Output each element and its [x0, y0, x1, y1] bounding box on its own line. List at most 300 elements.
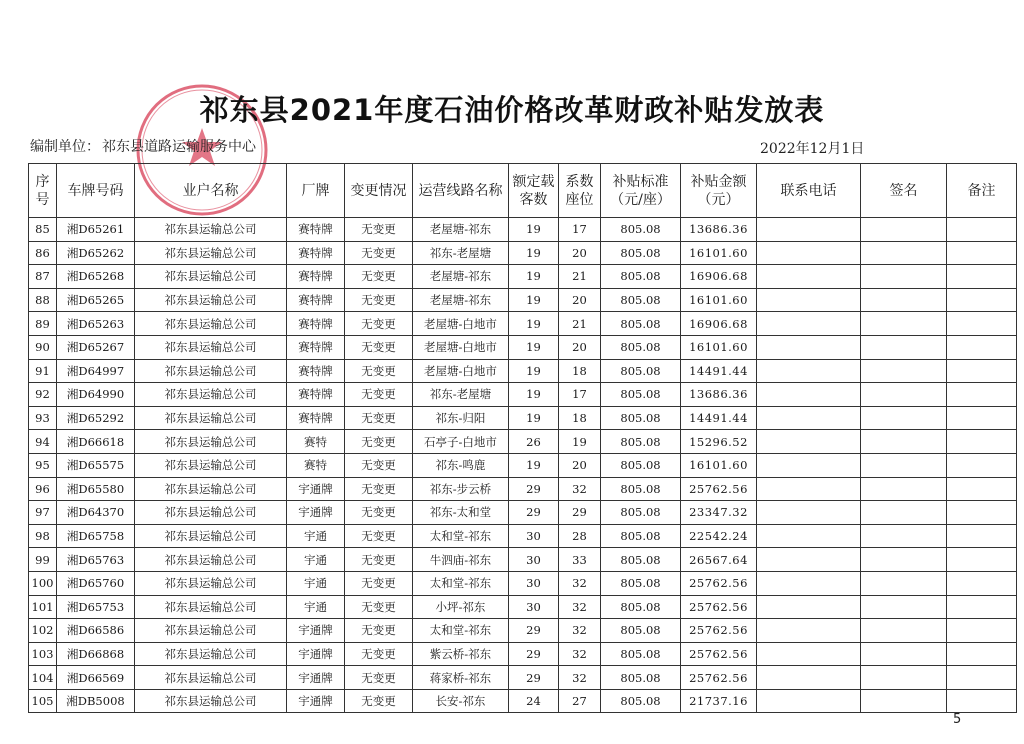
- cell-amount: 14491.44: [681, 406, 757, 430]
- cell-seats: 32: [559, 666, 601, 690]
- cell-signature: [861, 477, 947, 501]
- cell-no: 97: [29, 501, 57, 525]
- cell-no: 96: [29, 477, 57, 501]
- cell-seats: 32: [559, 477, 601, 501]
- cell-capacity: 24: [509, 689, 559, 713]
- cell-plate: 湘D65575: [57, 453, 135, 477]
- cell-standard: 805.08: [601, 288, 681, 312]
- table-row: [29, 619, 1017, 643]
- compiler-label: 编制单位：: [30, 139, 100, 155]
- cell-phone: [757, 548, 861, 572]
- document-title: 祁东县2021年度石油价格改革财政补贴发放表: [199, 93, 825, 127]
- cell-no: 105: [29, 689, 57, 713]
- cell-change: 无变更: [345, 335, 413, 359]
- cell-brand: 宇通: [287, 524, 345, 548]
- cell-seats: 18: [559, 406, 601, 430]
- cell-remark: [947, 524, 1017, 548]
- cell-change: 无变更: [345, 666, 413, 690]
- cell-change: 无变更: [345, 241, 413, 265]
- cell-seats: 32: [559, 595, 601, 619]
- cell-phone: [757, 288, 861, 312]
- table-row: [29, 477, 1017, 501]
- cell-route: 老屋塘-祁东: [413, 288, 509, 312]
- cell-capacity: 19: [509, 359, 559, 383]
- cell-plate: 湘D66586: [57, 619, 135, 643]
- cell-route: 太和堂-祁东: [413, 524, 509, 548]
- cell-no: 86: [29, 241, 57, 265]
- cell-change: 无变更: [345, 619, 413, 643]
- cell-route: 牛泗庙-祁东: [413, 548, 509, 572]
- cell-signature: [861, 501, 947, 525]
- cell-phone: [757, 383, 861, 407]
- cell-plate: 湘D66618: [57, 430, 135, 454]
- cell-signature: [861, 453, 947, 477]
- cell-no: 100: [29, 571, 57, 595]
- cell-amount: 13686.36: [681, 383, 757, 407]
- cell-change: 无变更: [345, 501, 413, 525]
- cell-change: 无变更: [345, 689, 413, 713]
- cell-brand: 宇通牌: [287, 666, 345, 690]
- cell-capacity: 29: [509, 501, 559, 525]
- cell-brand: 宇通牌: [287, 501, 345, 525]
- cell-phone: [757, 689, 861, 713]
- cell-signature: [861, 619, 947, 643]
- cell-standard: 805.08: [601, 477, 681, 501]
- cell-seats: 20: [559, 335, 601, 359]
- cell-route: 老屋塘-祁东: [413, 265, 509, 289]
- cell-amount: 23347.32: [681, 501, 757, 525]
- cell-owner: 祁东县运输总公司: [135, 265, 287, 289]
- cell-change: 无变更: [345, 383, 413, 407]
- cell-plate: 湘D64370: [57, 501, 135, 525]
- cell-route: 祁东-太和堂: [413, 501, 509, 525]
- cell-phone: [757, 595, 861, 619]
- cell-owner: 祁东县运输总公司: [135, 406, 287, 430]
- cell-owner: 祁东县运输总公司: [135, 548, 287, 572]
- cell-phone: [757, 666, 861, 690]
- table-row: [29, 406, 1017, 430]
- table-row: [29, 595, 1017, 619]
- cell-no: 103: [29, 642, 57, 666]
- cell-capacity: 19: [509, 218, 559, 242]
- cell-remark: [947, 689, 1017, 713]
- cell-no: 98: [29, 524, 57, 548]
- cell-owner: 祁东县运输总公司: [135, 571, 287, 595]
- cell-standard: 805.08: [601, 548, 681, 572]
- cell-plate: 湘D65292: [57, 406, 135, 430]
- cell-change: 无变更: [345, 218, 413, 242]
- cell-remark: [947, 501, 1017, 525]
- cell-remark: [947, 335, 1017, 359]
- cell-phone: [757, 619, 861, 643]
- cell-remark: [947, 619, 1017, 643]
- cell-signature: [861, 265, 947, 289]
- cell-signature: [861, 288, 947, 312]
- cell-change: 无变更: [345, 430, 413, 454]
- cell-brand: 赛特: [287, 430, 345, 454]
- cell-owner: 祁东县运输总公司: [135, 666, 287, 690]
- cell-phone: [757, 571, 861, 595]
- cell-standard: 805.08: [601, 619, 681, 643]
- cell-change: 无变更: [345, 453, 413, 477]
- cell-remark: [947, 312, 1017, 336]
- cell-owner: 祁东县运输总公司: [135, 477, 287, 501]
- cell-remark: [947, 453, 1017, 477]
- cell-owner: 祁东县运输总公司: [135, 642, 287, 666]
- table-row: [29, 689, 1017, 713]
- cell-owner: 祁东县运输总公司: [135, 595, 287, 619]
- cell-standard: 805.08: [601, 524, 681, 548]
- header-phone: 联系电话: [757, 164, 861, 218]
- cell-plate: 湘D66569: [57, 666, 135, 690]
- cell-brand: 赛特牌: [287, 335, 345, 359]
- table-row: [29, 265, 1017, 289]
- cell-owner: 祁东县运输总公司: [135, 218, 287, 242]
- cell-capacity: 19: [509, 265, 559, 289]
- cell-brand: 赛特牌: [287, 406, 345, 430]
- table-row: [29, 359, 1017, 383]
- table-row: [29, 312, 1017, 336]
- cell-amount: 16101.60: [681, 335, 757, 359]
- cell-owner: 祁东县运输总公司: [135, 383, 287, 407]
- cell-remark: [947, 218, 1017, 242]
- cell-amount: 14491.44: [681, 359, 757, 383]
- cell-remark: [947, 406, 1017, 430]
- cell-amount: 25762.56: [681, 595, 757, 619]
- cell-no: 88: [29, 288, 57, 312]
- table-row: [29, 241, 1017, 265]
- cell-capacity: 30: [509, 571, 559, 595]
- cell-change: 无变更: [345, 312, 413, 336]
- cell-remark: [947, 642, 1017, 666]
- table-row: [29, 335, 1017, 359]
- cell-seats: 21: [559, 265, 601, 289]
- cell-standard: 805.08: [601, 642, 681, 666]
- cell-standard: 805.08: [601, 383, 681, 407]
- cell-phone: [757, 218, 861, 242]
- cell-plate: 湘D65263: [57, 312, 135, 336]
- cell-capacity: 29: [509, 477, 559, 501]
- cell-standard: 805.08: [601, 406, 681, 430]
- cell-route: 小坪-祁东: [413, 595, 509, 619]
- page-number: 5: [953, 712, 962, 727]
- cell-amount: 16101.60: [681, 453, 757, 477]
- cell-phone: [757, 335, 861, 359]
- cell-amount: 16101.60: [681, 288, 757, 312]
- cell-brand: 宇通牌: [287, 642, 345, 666]
- cell-phone: [757, 241, 861, 265]
- cell-change: 无变更: [345, 524, 413, 548]
- cell-brand: 宇通牌: [287, 619, 345, 643]
- cell-standard: 805.08: [601, 595, 681, 619]
- cell-capacity: 29: [509, 666, 559, 690]
- cell-no: 95: [29, 453, 57, 477]
- cell-no: 104: [29, 666, 57, 690]
- table-row: [29, 571, 1017, 595]
- cell-change: 无变更: [345, 288, 413, 312]
- cell-seats: 32: [559, 619, 601, 643]
- cell-remark: [947, 359, 1017, 383]
- table-row: [29, 453, 1017, 477]
- cell-brand: 宇通: [287, 548, 345, 572]
- cell-standard: 805.08: [601, 571, 681, 595]
- cell-phone: [757, 312, 861, 336]
- cell-route: 太和堂-祁东: [413, 619, 509, 643]
- table-row: [29, 501, 1017, 525]
- cell-brand: 宇通: [287, 595, 345, 619]
- cell-change: 无变更: [345, 477, 413, 501]
- table-row: [29, 288, 1017, 312]
- cell-capacity: 29: [509, 619, 559, 643]
- subsidy-table: [28, 163, 1017, 713]
- cell-owner: 祁东县运输总公司: [135, 524, 287, 548]
- cell-route: 祁东-老屋塘: [413, 383, 509, 407]
- cell-amount: 13686.36: [681, 218, 757, 242]
- cell-no: 90: [29, 335, 57, 359]
- cell-brand: 赛特牌: [287, 288, 345, 312]
- header-brand: 厂牌: [287, 164, 345, 218]
- cell-signature: [861, 406, 947, 430]
- cell-capacity: 19: [509, 453, 559, 477]
- cell-capacity: 19: [509, 383, 559, 407]
- cell-brand: 宇通牌: [287, 689, 345, 713]
- cell-plate: 湘D66868: [57, 642, 135, 666]
- cell-amount: 25762.56: [681, 619, 757, 643]
- compiler-unit: [30, 136, 256, 156]
- cell-signature: [861, 241, 947, 265]
- cell-phone: [757, 524, 861, 548]
- cell-owner: 祁东县运输总公司: [135, 619, 287, 643]
- cell-standard: 805.08: [601, 312, 681, 336]
- cell-capacity: 19: [509, 335, 559, 359]
- cell-seats: 18: [559, 359, 601, 383]
- cell-route: 长安-祁东: [413, 689, 509, 713]
- cell-signature: [861, 312, 947, 336]
- cell-standard: 805.08: [601, 501, 681, 525]
- cell-no: 91: [29, 359, 57, 383]
- cell-phone: [757, 265, 861, 289]
- document-date: 2022年12月1日: [760, 141, 865, 157]
- cell-brand: 宇通牌: [287, 477, 345, 501]
- cell-signature: [861, 430, 947, 454]
- cell-route: 老屋塘-白地市: [413, 335, 509, 359]
- cell-standard: 805.08: [601, 430, 681, 454]
- table-row: [29, 642, 1017, 666]
- cell-seats: 17: [559, 383, 601, 407]
- cell-phone: [757, 453, 861, 477]
- cell-no: 101: [29, 595, 57, 619]
- cell-standard: 805.08: [601, 335, 681, 359]
- cell-no: 85: [29, 218, 57, 242]
- header-capacity: 额定载客数: [509, 164, 559, 218]
- cell-plate: 湘D65268: [57, 265, 135, 289]
- cell-owner: 祁东县运输总公司: [135, 430, 287, 454]
- cell-brand: 赛特牌: [287, 383, 345, 407]
- cell-phone: [757, 406, 861, 430]
- table-row: [29, 548, 1017, 572]
- cell-plate: 湘D65265: [57, 288, 135, 312]
- cell-route: 太和堂-祁东: [413, 571, 509, 595]
- cell-phone: [757, 501, 861, 525]
- cell-amount: 22542.24: [681, 524, 757, 548]
- cell-remark: [947, 288, 1017, 312]
- cell-signature: [861, 666, 947, 690]
- cell-route: 老屋塘-白地市: [413, 359, 509, 383]
- table-row: [29, 666, 1017, 690]
- cell-route: 祁东-步云桥: [413, 477, 509, 501]
- cell-signature: [861, 524, 947, 548]
- cell-remark: [947, 666, 1017, 690]
- cell-change: 无变更: [345, 359, 413, 383]
- cell-seats: 32: [559, 571, 601, 595]
- cell-owner: 祁东县运输总公司: [135, 288, 287, 312]
- cell-owner: 祁东县运输总公司: [135, 689, 287, 713]
- cell-plate: 湘D65580: [57, 477, 135, 501]
- cell-remark: [947, 383, 1017, 407]
- cell-amount: 16906.68: [681, 265, 757, 289]
- cell-amount: 25762.56: [681, 477, 757, 501]
- cell-change: 无变更: [345, 548, 413, 572]
- cell-brand: 赛特牌: [287, 359, 345, 383]
- cell-signature: [861, 383, 947, 407]
- cell-standard: 805.08: [601, 666, 681, 690]
- header-standard: 补贴标准（元/座）: [601, 164, 681, 218]
- cell-seats: 21: [559, 312, 601, 336]
- table-header-row: [29, 164, 1017, 218]
- cell-standard: 805.08: [601, 265, 681, 289]
- cell-capacity: 30: [509, 595, 559, 619]
- cell-seats: 27: [559, 689, 601, 713]
- cell-owner: 祁东县运输总公司: [135, 359, 287, 383]
- cell-seats: 28: [559, 524, 601, 548]
- cell-signature: [861, 548, 947, 572]
- cell-owner: 祁东县运输总公司: [135, 241, 287, 265]
- cell-brand: 赛特: [287, 453, 345, 477]
- cell-seats: 32: [559, 642, 601, 666]
- cell-route: 老屋塘-白地市: [413, 312, 509, 336]
- table-row: [29, 383, 1017, 407]
- cell-owner: 祁东县运输总公司: [135, 453, 287, 477]
- table-row: [29, 218, 1017, 242]
- cell-signature: [861, 571, 947, 595]
- cell-phone: [757, 430, 861, 454]
- cell-signature: [861, 689, 947, 713]
- cell-plate: 湘D65758: [57, 524, 135, 548]
- cell-brand: 赛特牌: [287, 218, 345, 242]
- cell-capacity: 19: [509, 241, 559, 265]
- cell-signature: [861, 359, 947, 383]
- cell-signature: [861, 642, 947, 666]
- cell-standard: 805.08: [601, 218, 681, 242]
- cell-plate: 湘D65262: [57, 241, 135, 265]
- cell-brand: 赛特牌: [287, 241, 345, 265]
- cell-signature: [861, 335, 947, 359]
- cell-remark: [947, 595, 1017, 619]
- cell-signature: [861, 595, 947, 619]
- cell-phone: [757, 477, 861, 501]
- header-no: 序号: [29, 164, 57, 218]
- cell-seats: 19: [559, 430, 601, 454]
- cell-capacity: 19: [509, 288, 559, 312]
- cell-no: 94: [29, 430, 57, 454]
- cell-capacity: 30: [509, 548, 559, 572]
- cell-owner: 祁东县运输总公司: [135, 312, 287, 336]
- cell-capacity: 19: [509, 312, 559, 336]
- cell-amount: 25762.56: [681, 666, 757, 690]
- cell-amount: 16906.68: [681, 312, 757, 336]
- cell-change: 无变更: [345, 265, 413, 289]
- cell-brand: 宇通: [287, 571, 345, 595]
- cell-seats: 17: [559, 218, 601, 242]
- cell-amount: 15296.52: [681, 430, 757, 454]
- cell-seats: 20: [559, 453, 601, 477]
- cell-seats: 29: [559, 501, 601, 525]
- header-signature: 签名: [861, 164, 947, 218]
- cell-capacity: 29: [509, 642, 559, 666]
- cell-seats: 20: [559, 241, 601, 265]
- cell-route: 祁东-老屋塘: [413, 241, 509, 265]
- cell-change: 无变更: [345, 406, 413, 430]
- cell-no: 89: [29, 312, 57, 336]
- cell-phone: [757, 359, 861, 383]
- cell-plate: 湘D65760: [57, 571, 135, 595]
- header-change: 变更情况: [345, 164, 413, 218]
- cell-remark: [947, 571, 1017, 595]
- cell-amount: 26567.64: [681, 548, 757, 572]
- cell-remark: [947, 241, 1017, 265]
- header-seats: 系数座位: [559, 164, 601, 218]
- cell-owner: 祁东县运输总公司: [135, 335, 287, 359]
- cell-plate: 湘DB5008: [57, 689, 135, 713]
- cell-standard: 805.08: [601, 689, 681, 713]
- cell-no: 87: [29, 265, 57, 289]
- cell-signature: [861, 218, 947, 242]
- cell-standard: 805.08: [601, 359, 681, 383]
- cell-route: 老屋塘-祁东: [413, 218, 509, 242]
- cell-no: 99: [29, 548, 57, 572]
- cell-route: 石亭子-白地市: [413, 430, 509, 454]
- cell-seats: 20: [559, 288, 601, 312]
- cell-capacity: 30: [509, 524, 559, 548]
- cell-route: 紫云桥-祁东: [413, 642, 509, 666]
- cell-brand: 赛特牌: [287, 265, 345, 289]
- cell-change: 无变更: [345, 642, 413, 666]
- cell-amount: 25762.56: [681, 642, 757, 666]
- cell-route: 蒋家桥-祁东: [413, 666, 509, 690]
- header-route: 运营线路名称: [413, 164, 509, 218]
- header-owner: 业户名称: [135, 164, 287, 218]
- cell-change: 无变更: [345, 595, 413, 619]
- compiler-name: 祁东县道路运输服务中心: [102, 139, 256, 155]
- cell-amount: 21737.16: [681, 689, 757, 713]
- cell-plate: 湘D65763: [57, 548, 135, 572]
- cell-remark: [947, 265, 1017, 289]
- cell-capacity: 26: [509, 430, 559, 454]
- cell-plate: 湘D64997: [57, 359, 135, 383]
- cell-remark: [947, 477, 1017, 501]
- cell-amount: 25762.56: [681, 571, 757, 595]
- cell-amount: 16101.60: [681, 241, 757, 265]
- cell-change: 无变更: [345, 571, 413, 595]
- cell-plate: 湘D65267: [57, 335, 135, 359]
- header-plate: 车牌号码: [57, 164, 135, 218]
- header-remark: 备注: [947, 164, 1017, 218]
- cell-route: 祁东-鸣鹿: [413, 453, 509, 477]
- cell-capacity: 19: [509, 406, 559, 430]
- cell-standard: 805.08: [601, 453, 681, 477]
- cell-brand: 赛特牌: [287, 312, 345, 336]
- cell-remark: [947, 548, 1017, 572]
